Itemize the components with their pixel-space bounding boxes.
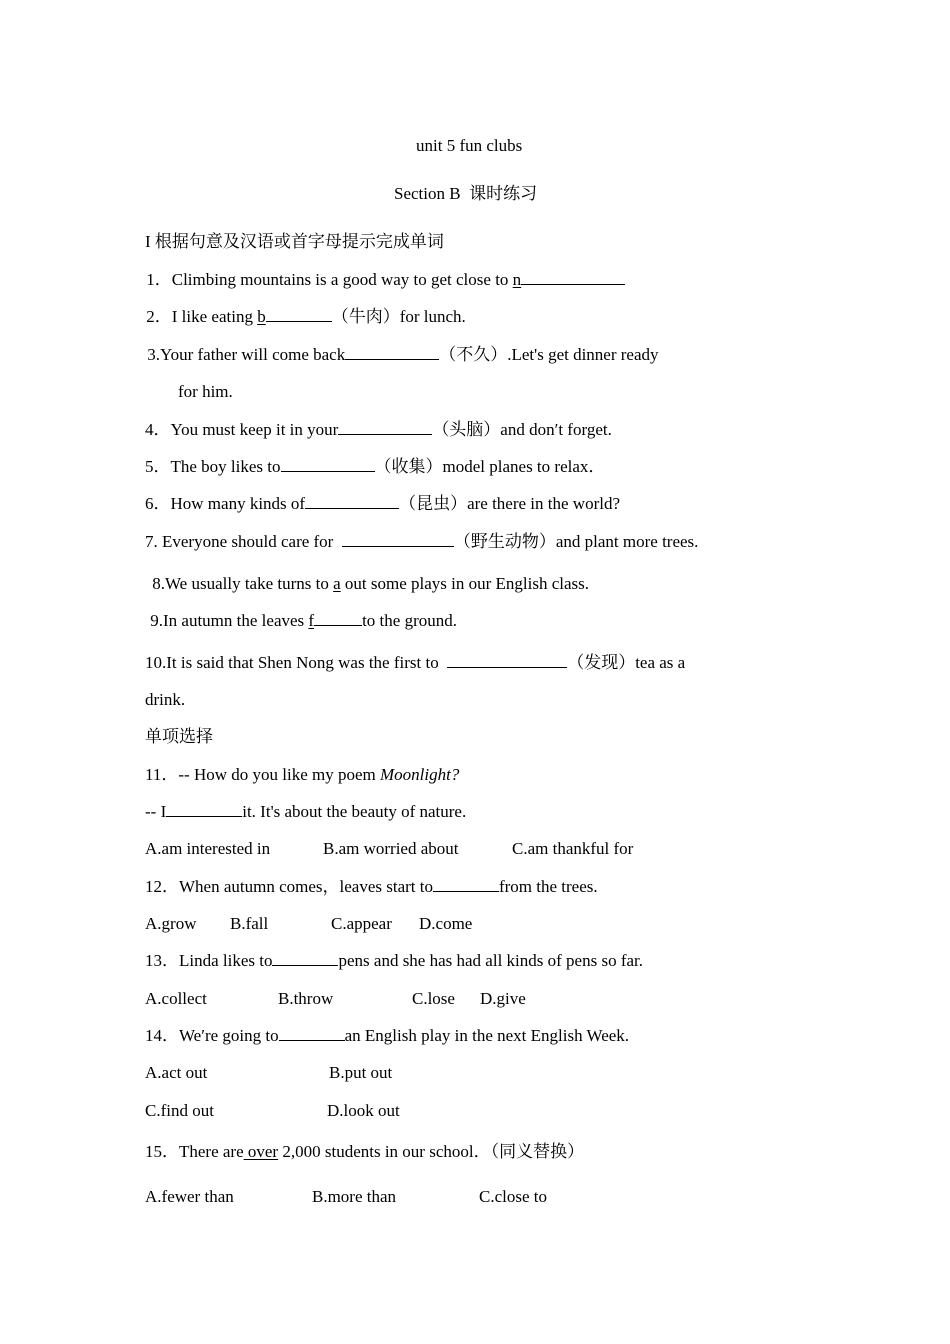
- answer-blank: [279, 1025, 345, 1041]
- option-14-b: B.put out: [329, 1063, 393, 1082]
- answer-blank: [521, 269, 625, 285]
- option-15-a: A.fewer than: [145, 1187, 234, 1206]
- question-3-continuation: for him.: [178, 382, 233, 401]
- question-10: 10.It is said that Shen Nong was the first to （发现）tea as a: [145, 653, 686, 672]
- option-14-a: A.act out: [145, 1063, 208, 1082]
- answer-blank: [433, 876, 499, 892]
- answer-blank: [305, 493, 399, 509]
- question-9: 9.In autumn the leaves f to the ground.: [146, 611, 457, 630]
- option-11-c: C.am thankful for: [512, 839, 634, 858]
- answer-blank: [345, 344, 439, 360]
- answer-blank: [447, 652, 567, 668]
- question-4: 4．You must keep it in your （头脑）and don′t forget.: [145, 420, 612, 439]
- option-12-d: D.come: [419, 914, 473, 933]
- answer-blank: [272, 950, 338, 966]
- option-12-a: A.grow: [145, 914, 197, 933]
- answer-blank: [314, 610, 362, 626]
- question-2: 2．I like eating b （牛肉）for lunch.: [142, 307, 466, 326]
- question-8: 8.We usually take turns to a out some plays in our English class.: [148, 574, 590, 593]
- question-11: 11．-- How do you like my poem Moonlight?: [145, 765, 460, 784]
- question-3: 3.Your father will come back （不久）.Let's get dinner ready: [143, 345, 659, 364]
- answer-blank: [281, 456, 375, 472]
- answer-blank: [166, 801, 242, 817]
- question-11-reply: -- I it. It's about the beauty of nature.: [145, 802, 467, 821]
- answer-blank: [338, 419, 432, 435]
- section-heading-vocabulary: I 根据句意及汉语或首字母提示完成单词: [145, 232, 444, 251]
- question-5: 5．The boy likes to （收集）model planes to relax．: [145, 457, 606, 476]
- option-14-d: D.look out: [327, 1101, 400, 1120]
- option-15-b: B.more than: [312, 1187, 397, 1206]
- option-15-c: C.close to: [479, 1187, 547, 1206]
- option-13-c: C.lose: [412, 989, 455, 1008]
- question-12: 12．When autumn comes，leaves start to from the trees.: [145, 877, 598, 896]
- option-11-a: A.am interested in: [145, 839, 271, 858]
- question-14: 14．We′re going to an English play in the next English Week.: [145, 1026, 630, 1045]
- option-13-d: D.give: [480, 989, 526, 1008]
- answer-blank: [266, 306, 332, 322]
- question-15: 15．There are over 2,000 students in our school．（同义替换）: [145, 1142, 585, 1161]
- option-13-b: B.throw: [278, 989, 334, 1008]
- page-subtitle: Section B 课时练习: [394, 184, 538, 203]
- option-11-b: B.am worried about: [323, 839, 459, 858]
- option-14-c: C.find out: [145, 1101, 214, 1120]
- question-13: 13．Linda likes to pens and she has had all kinds of pens so far.: [145, 951, 644, 970]
- answer-blank: [342, 531, 454, 547]
- page-title: unit 5 fun clubs: [416, 136, 523, 155]
- question-7: 7. Everyone should care for （野生动物）and plant more trees.: [145, 532, 699, 551]
- section-heading-multiple-choice: 单项选择: [145, 727, 213, 746]
- question-10-continuation: drink.: [145, 690, 186, 709]
- question-1: 1．Climbing mountains is a good way to get close to n: [142, 269, 625, 291]
- option-12-c: C.appear: [331, 914, 392, 933]
- question-6: 6．How many kinds of （昆虫）are there in the world?: [145, 494, 621, 513]
- option-13-a: A.collect: [145, 989, 207, 1008]
- option-12-b: B.fall: [230, 914, 269, 933]
